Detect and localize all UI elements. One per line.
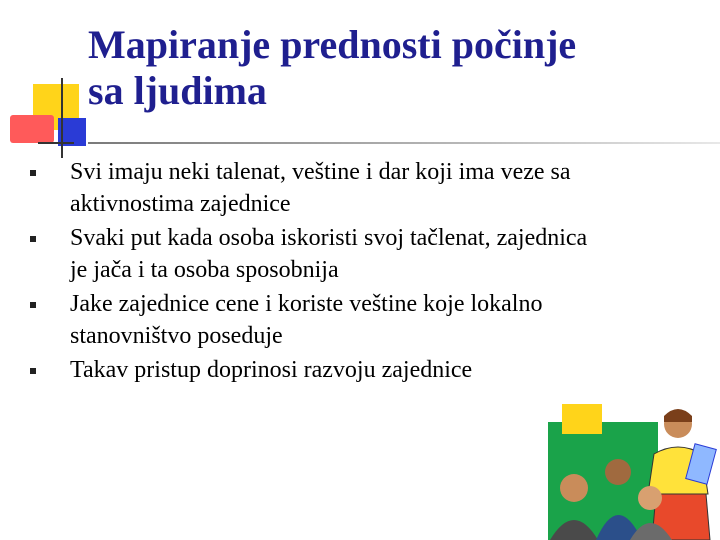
bullet-text-line-1: Takav pristup doprinosi razvoju zajednice <box>70 357 473 383</box>
bullet-item <box>30 354 710 386</box>
title-underline <box>88 142 720 144</box>
bullet-item <box>30 288 710 352</box>
clipart-presenter-hair <box>664 409 692 422</box>
bullet-text-line-2: stanovništvo poseduje <box>70 323 283 349</box>
decor-red-square <box>10 115 54 143</box>
clipart-audience-head-1 <box>560 474 588 502</box>
slide-title <box>88 22 576 114</box>
bullet-item <box>30 156 710 220</box>
bullet-text-line-1: Jake zajednice cene i koriste veštine koje lokalno <box>70 291 543 317</box>
title-line-1: Mapiranje prednosti počinje <box>88 22 577 67</box>
bullet-text-line-1: Svi imaju neki talenat, veštine i dar koji ima veze sa <box>70 159 571 185</box>
title-line-2: sa ljudima <box>88 68 267 113</box>
bullet-text-line-2: aktivnostima zajednice <box>70 191 291 217</box>
presenter-clipart-icon <box>542 402 720 540</box>
decor-vertical-line <box>61 78 63 158</box>
bullet-item <box>30 222 710 286</box>
bullet-text-line-2: je jača i ta osoba sposobnija <box>70 257 339 283</box>
bullet-square-icon <box>30 368 36 374</box>
bullet-square-icon <box>30 236 36 242</box>
decor-horizontal-line <box>38 142 74 144</box>
bullet-square-icon <box>30 170 36 176</box>
clipart-audience-head-3 <box>638 486 662 510</box>
clipart-yellow-block <box>562 404 602 434</box>
clipart-audience-head-2 <box>605 459 631 485</box>
bullet-square-icon <box>30 302 36 308</box>
bullet-list <box>30 156 710 388</box>
bullet-text-line-1: Svaki put kada osoba iskoristi svoj tačlenat, zajednica <box>70 225 588 251</box>
